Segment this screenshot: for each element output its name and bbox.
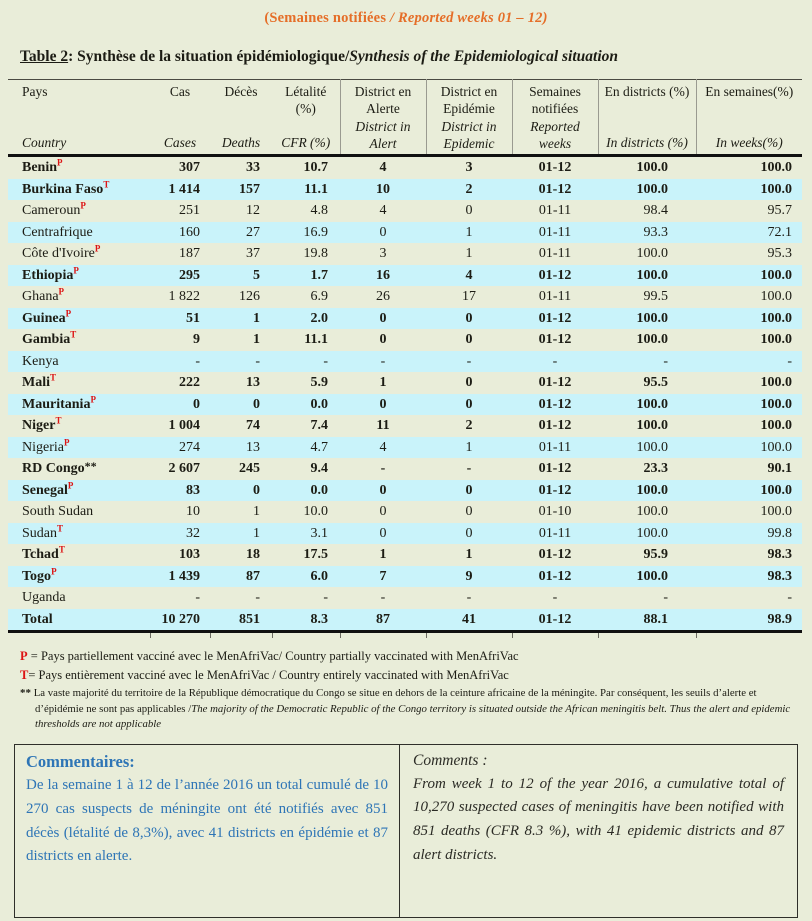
table-row: [8, 243, 802, 265]
cell-deces: 1: [253, 525, 260, 541]
cell-en-semaines: 100.0: [760, 439, 792, 455]
table-row: [8, 222, 802, 244]
cell-deces: 13: [246, 375, 260, 390]
table-row: [8, 351, 802, 373]
column-header-en: In weeks(%): [715, 134, 783, 150]
cell-district-alerte: 7: [379, 568, 387, 584]
comments-english-panel: [400, 745, 797, 917]
cell-en-semaines: 90.1: [767, 461, 792, 476]
country-superscript: P: [51, 565, 57, 576]
cell-deces: 126: [239, 289, 260, 304]
cell-cas: 51: [186, 310, 200, 326]
table-row: [8, 415, 802, 437]
cell-deces: 13: [246, 439, 260, 455]
cell-cas: 2 607: [168, 461, 200, 476]
column-header-district-alerte: [340, 80, 426, 156]
cell-cas: 10: [186, 504, 200, 519]
footnote-1-fr: = Pays partiellement vacciné avec le MenAfriVac/: [27, 649, 286, 663]
cell-en-semaines: -: [787, 353, 792, 369]
cell-district-epidemie: 0: [465, 375, 473, 390]
cell-en-districts: -: [663, 353, 668, 369]
cell-district-alerte: 1: [379, 375, 387, 390]
comments-title-en: Comments :: [413, 752, 488, 770]
comments-box: [14, 744, 798, 918]
cell-district-alerte: 0: [379, 396, 387, 412]
cell-district-alerte: 1: [379, 547, 387, 562]
reported-weeks-note-fr: (Semaines notifiées: [264, 10, 390, 26]
cell-semaines-notifiees: 01-11: [538, 246, 572, 261]
cell-district-epidemie: 4: [465, 267, 473, 283]
cell-en-districts: 100.0: [636, 439, 668, 455]
cell-semaines-notifiees: 01-12: [538, 547, 572, 562]
cell-district-epidemie: 9: [465, 568, 473, 584]
table-row: [8, 437, 802, 459]
cell-semaines-notifiees: 01-12: [538, 181, 572, 197]
cell-semaines-notifiees: 01-12: [538, 482, 572, 498]
country-name: RD Congo**: [22, 459, 97, 476]
cell-en-districts: 100.0: [636, 504, 668, 519]
cell-en-districts: 98.4: [643, 203, 668, 218]
cell-district-alerte: -: [380, 353, 386, 369]
table-row: [8, 265, 802, 287]
cell-cas: 274: [179, 439, 200, 455]
column-header-en-districts: [598, 80, 696, 156]
cell-cas: 0: [193, 396, 200, 412]
cell-district-epidemie: 0: [465, 525, 473, 541]
footnote-1-en: Country partially vaccinated with MenAfriVac: [285, 649, 519, 663]
cell-deces: 245: [239, 461, 260, 476]
cell-deces: 12: [246, 203, 260, 218]
cell-en-semaines: 95.7: [767, 203, 792, 218]
cell-district-alerte: 26: [376, 289, 390, 304]
column-header-cas: [150, 80, 210, 156]
column-header-semaines-notifiees: [512, 80, 598, 156]
column-header-fr: Cas: [169, 84, 191, 99]
country-name: Cameroun$^P$: [22, 200, 86, 218]
cell-en-districts: 100.0: [636, 568, 668, 584]
country-superscript: T: [50, 372, 57, 383]
table-header: [8, 80, 802, 156]
cell-en-semaines: 100.0: [760, 332, 792, 347]
cell-cas: 295: [179, 267, 200, 283]
cell-semaines-notifiees: 01-11: [538, 289, 572, 304]
table-row: [8, 458, 802, 480]
country-name: Burkina Faso$^T$: [22, 178, 110, 197]
footnote-3-fr: La vaste majorité du territoire de la République démocratique du Congo se situe en dehors de la ceinture africaine de la méningite. Par conséquent, les seuils d’alerte et d’épidémie ne sont pas applicables /: [31, 687, 757, 715]
table-title: [20, 48, 812, 66]
comments-french-panel: [15, 745, 400, 917]
cell-en-districts: 93.3: [643, 224, 668, 240]
country-superscript: P: [67, 479, 74, 490]
cell-cas: 9: [193, 332, 200, 347]
cell-letalite: 0.0: [310, 482, 328, 498]
table-title-label: Table 2: [20, 48, 69, 65]
cell-en-semaines: 98.3: [767, 547, 792, 562]
table-row: [8, 523, 802, 545]
cell-semaines-notifiees: 01-11: [538, 525, 572, 541]
reported-weeks-note: [0, 0, 812, 27]
cell-district-alerte: 0: [379, 482, 387, 498]
cell-letalite: 5.9: [310, 375, 328, 390]
cell-semaines-notifiees: 01-12: [538, 418, 572, 433]
footnotes: [20, 647, 798, 732]
cell-district-alerte: 4: [379, 160, 387, 175]
cell-district-alerte: 0: [379, 504, 387, 519]
cell-semaines-notifiees: 01-11: [538, 224, 572, 240]
table-row: [8, 179, 802, 201]
cell-deces: 1: [253, 310, 260, 326]
footnote-entirely-vaccinated: [20, 666, 798, 685]
cell-cas: 83: [186, 482, 200, 498]
country-name: Kenya: [22, 353, 59, 369]
column-header-fr: En semaines(%): [705, 84, 794, 99]
cell-letalite: 2.0: [310, 310, 328, 326]
cell-en-districts: 99.5: [643, 289, 668, 304]
cell-en-districts: 88.1: [598, 609, 696, 632]
cell-deces: -: [255, 590, 260, 605]
country-superscript: T: [70, 329, 77, 340]
cell-letalite: 4.7: [310, 439, 328, 455]
table-row: [8, 501, 802, 523]
cell-letalite: 6.9: [310, 289, 328, 304]
country-superscript: T: [58, 544, 65, 555]
cell-en-semaines: -: [787, 590, 792, 605]
cell-deces: 1: [253, 504, 260, 519]
cell-en-districts: 100.0: [636, 246, 668, 261]
cell-district-alerte: 0: [379, 310, 387, 326]
cell-en-semaines: 72.1: [767, 224, 792, 240]
column-header-letalite: [272, 80, 340, 156]
cell-letalite: -: [323, 353, 328, 369]
cell-district-alerte: -: [380, 590, 386, 605]
cell-letalite: 11.1: [304, 332, 328, 347]
cell-cas: 1 414: [168, 181, 200, 197]
table-body: [8, 156, 802, 632]
comments-title-fr: Commentaires:: [26, 752, 135, 772]
cell-en-semaines: 100.0: [760, 482, 792, 498]
cell-cas: 10 270: [150, 609, 210, 632]
footnote-2-fr: = Pays entièrement vacciné avec le MenAfriVac /: [28, 668, 280, 682]
column-header-en: CFR (%): [281, 134, 331, 150]
column-header-fr: Pays: [22, 84, 48, 99]
table-row: [8, 372, 802, 394]
cell-en-districts: 100.0: [636, 160, 668, 175]
cell-semaines-notifiees: -: [552, 590, 558, 605]
cell-semaines-notifiees: 01-12: [538, 160, 572, 175]
cell-district-alerte: 4: [379, 439, 387, 455]
column-header-en-semaines: [696, 80, 802, 156]
cell-cas: 160: [179, 224, 200, 240]
cell-district-epidemie: 17: [462, 289, 476, 304]
column-header-en: In districts (%): [606, 134, 688, 150]
cell-cas: 222: [179, 375, 200, 390]
country-superscript: P: [80, 200, 86, 211]
cell-cas: -: [195, 590, 200, 605]
cell-deces: 37: [246, 246, 260, 261]
country-superscript: T: [103, 178, 110, 189]
table-row: [8, 544, 802, 566]
cell-cas: 251: [179, 203, 200, 218]
cell-district-alerte: -: [380, 461, 386, 476]
cell-district-epidemie: -: [466, 353, 472, 369]
cell-cas: 1 439: [168, 568, 200, 584]
cell-deces: 1: [253, 332, 260, 347]
country-superscript: P: [73, 264, 79, 275]
cell-en-semaines: 98.3: [767, 568, 792, 584]
cell-district-epidemie: 0: [465, 396, 473, 412]
cell-cas: 307: [179, 160, 200, 175]
comments-body-fr: De la semaine 1 à 12 de l’année 2016 un total cumulé de 10 270 cas suspects de méningite ont été notifiés avec 851 décès (létalité de 8,3%), avec 41 districts en épidémie et 87 districts en alerte.: [26, 777, 388, 865]
column-header-en: Deaths: [221, 134, 261, 150]
cell-district-epidemie: 0: [465, 203, 473, 218]
cell-semaines-notifiees: 01-12: [538, 396, 572, 412]
column-header-fr: En districts (%): [604, 84, 690, 99]
cell-district-epidemie: 0: [465, 482, 473, 498]
cell-deces: -: [255, 353, 260, 369]
column-header-pays: [8, 80, 150, 156]
cell-en-districts: 95.5: [643, 375, 668, 390]
country-superscript: P: [58, 286, 65, 297]
cell-cas: 187: [179, 246, 200, 261]
footnote-2-en: Country entirely vaccinated with MenAfriVac: [279, 668, 509, 682]
cell-letalite: 7.4: [310, 418, 328, 433]
cell-district-epidemie: 3: [465, 160, 473, 175]
cell-deces: 33: [246, 160, 260, 175]
cell-district-alerte: 3: [379, 246, 387, 261]
table-row: [8, 587, 802, 609]
cell-deces: 851: [210, 609, 272, 632]
column-header-district-epidemie: [426, 80, 512, 156]
column-header-fr: District en Epidémie: [440, 84, 498, 117]
country-superscript: P: [94, 243, 101, 254]
cell-en-districts: 100.0: [636, 310, 668, 326]
table-row: [8, 609, 802, 632]
cell-deces: 0: [253, 396, 260, 412]
cell-en-districts: 100.0: [636, 418, 668, 433]
cell-letalite: 9.4: [310, 461, 328, 476]
country-name: Nigeria$^P$: [22, 436, 70, 455]
table-row: [8, 566, 802, 588]
cell-en-semaines: 100.0: [760, 418, 792, 433]
cell-district-epidemie: 0: [465, 310, 473, 326]
cell-semaines-notifiees: -: [552, 353, 558, 369]
cell-deces: 27: [246, 224, 260, 240]
country-superscript: **: [84, 459, 97, 473]
country-name: Côte d'Ivoire$^P$: [22, 243, 101, 261]
table-row: [8, 200, 802, 222]
country-name: South Sudan: [22, 504, 94, 519]
country-name: Togo$^P$: [22, 565, 57, 584]
footnote-3-en: The majority of the Democratic Republic of the Congo territory is situated outside the African meningitis belt. Thus the alert and epidemic thresholds are not applicable: [35, 702, 791, 730]
cell-semaines-notifiees: 01-12: [512, 609, 598, 632]
table-header-row: [8, 80, 802, 156]
footnote-rd-congo: [20, 686, 798, 732]
country-name: Ghana$^P$: [22, 286, 65, 304]
country-superscript: P: [65, 307, 72, 318]
cell-letalite: 10.0: [303, 504, 328, 519]
cell-deces: 74: [246, 418, 260, 433]
cell-letalite: 4.8: [310, 203, 328, 218]
cell-semaines-notifiees: 01-12: [538, 267, 572, 283]
country-name: Mauritania$^P$: [22, 393, 96, 412]
cell-en-semaines: 99.8: [767, 525, 792, 541]
cell-semaines-notifiees: 01-12: [538, 568, 572, 584]
column-header-fr: Décès: [224, 84, 258, 99]
cell-district-epidemie: -: [466, 461, 472, 476]
cell-deces: 5: [253, 267, 260, 283]
country-name: Mali$^T$: [22, 372, 57, 390]
cell-letalite: 10.7: [303, 160, 328, 175]
country-name: Senegal$^P$: [22, 479, 74, 498]
cell-cas: 103: [179, 547, 200, 562]
cell-en-districts: 100.0: [636, 396, 668, 412]
cell-district-epidemie: 0: [465, 504, 473, 519]
country-name: Uganda: [22, 590, 66, 605]
cell-semaines-notifiees: 01-12: [538, 310, 572, 326]
cell-district-epidemie: 2: [465, 418, 473, 433]
country-superscript: T: [57, 522, 64, 533]
cell-en-semaines: 100.0: [760, 181, 792, 197]
cell-district-alerte: 0: [379, 224, 387, 240]
country-name: Gambia$^T$: [22, 329, 77, 347]
footnote-marker-t: T: [20, 668, 29, 682]
footnote-marker-p: P: [20, 649, 28, 663]
column-header-en: District in Epidemic: [441, 118, 497, 151]
reported-weeks-note-en: / Reported weeks 01 – 12): [389, 10, 548, 26]
cell-district-alerte: 10: [376, 181, 390, 197]
cell-en-semaines: 100.0: [760, 375, 792, 390]
cell-district-alerte: 16: [376, 267, 390, 283]
cell-en-semaines: 100.0: [760, 289, 792, 304]
comments-body-en: From week 1 to 12 of the year 2016, a cumulative total of 10,270 suspected cases of meningitis have been notified with 851 deaths (CFR 8.3 %), with 41 epidemic districts and 87 alert districts.: [413, 775, 784, 863]
cell-district-epidemie: 1: [465, 246, 473, 261]
cell-semaines-notifiees: 01-11: [538, 439, 572, 455]
cell-cas: 32: [186, 525, 200, 541]
cell-letalite: -: [323, 590, 328, 605]
cell-district-epidemie: 0: [465, 332, 473, 347]
column-header-fr: Semaines notifiées: [529, 84, 581, 117]
column-header-deces: [210, 80, 272, 156]
cell-letalite: 6.0: [310, 568, 328, 584]
cell-letalite: 0.0: [310, 396, 328, 412]
cell-semaines-notifiees: 01-12: [538, 332, 572, 347]
cell-en-districts: 100.0: [636, 267, 668, 283]
cell-deces: 87: [246, 568, 260, 584]
cell-en-semaines: 100.0: [760, 160, 792, 175]
cell-letalite: 8.3: [272, 609, 340, 632]
column-header-en: Country: [22, 134, 67, 150]
column-tick-marks: [8, 633, 802, 639]
table-title-en: Synthesis of the Epidemiological situation: [349, 48, 618, 65]
country-superscript: P: [90, 393, 96, 404]
country-superscript: T: [55, 415, 62, 426]
country-superscript: P: [57, 157, 63, 168]
country-name: Tchad$^T$: [22, 544, 65, 562]
cell-en-districts: -: [663, 590, 668, 605]
country-name: Guinea$^P$: [22, 307, 72, 326]
footnote-marker-asterisks: **: [20, 687, 31, 699]
cell-district-epidemie: 1: [465, 439, 473, 455]
cell-semaines-notifiees: 01-12: [538, 461, 572, 476]
cell-district-epidemie: 41: [426, 609, 512, 632]
cell-letalite: 16.9: [303, 224, 328, 240]
country-superscript: P: [63, 436, 70, 447]
table-row: [8, 286, 802, 308]
cell-en-districts: 95.9: [643, 547, 668, 562]
cell-deces: 0: [253, 482, 260, 498]
country-name: Sudan$^T$: [22, 522, 64, 541]
country-name: Ethiopia$^P$: [22, 264, 79, 283]
table-row: [8, 156, 802, 179]
epidemiological-table: [8, 79, 802, 633]
table-row: [8, 308, 802, 330]
cell-en-districts: 100.0: [636, 525, 668, 541]
table-row: [8, 329, 802, 351]
cell-cas: -: [195, 353, 200, 369]
country-name: Total: [8, 609, 150, 632]
column-header-fr: Létalité (%): [285, 84, 327, 117]
cell-district-epidemie: 1: [465, 547, 473, 562]
cell-en-districts: 100.0: [636, 332, 668, 347]
cell-district-alerte: 0: [379, 525, 387, 541]
cell-district-epidemie: 2: [465, 181, 473, 197]
cell-en-semaines: 95.3: [767, 246, 792, 261]
cell-district-alerte: 4: [379, 203, 387, 218]
cell-letalite: 19.8: [303, 246, 328, 261]
cell-cas: 1 822: [168, 289, 200, 304]
cell-en-semaines: 98.9: [696, 609, 802, 632]
cell-semaines-notifiees: 01-12: [538, 375, 572, 390]
cell-letalite: 17.5: [303, 547, 328, 562]
column-header-en: Reported weeks: [530, 118, 580, 151]
country-name: Centrafrique: [22, 224, 93, 240]
cell-deces: 157: [239, 181, 260, 197]
cell-en-districts: 100.0: [636, 181, 668, 197]
footnote-partially-vaccinated: [20, 647, 798, 666]
cell-district-alerte: 11: [376, 418, 390, 433]
cell-district-epidemie: -: [466, 590, 472, 605]
cell-district-epidemie: 1: [465, 224, 473, 240]
cell-semaines-notifiees: 01-10: [538, 504, 572, 519]
cell-district-alerte: 87: [340, 609, 426, 632]
table-row: [8, 480, 802, 502]
cell-en-districts: 23.3: [643, 461, 668, 476]
cell-cas: 1 004: [168, 418, 200, 433]
cell-en-semaines: 100.0: [760, 267, 792, 283]
cell-letalite: 1.7: [310, 267, 328, 283]
country-name: Benin$^P$: [22, 157, 63, 175]
cell-en-semaines: 100.0: [760, 310, 792, 326]
cell-letalite: 3.1: [310, 525, 328, 541]
table-title-fr: : Synthèse de la situation épidémiologique/: [68, 48, 350, 65]
cell-semaines-notifiees: 01-11: [538, 203, 572, 218]
cell-letalite: 11.1: [304, 181, 328, 197]
cell-deces: 18: [246, 547, 260, 562]
cell-district-alerte: 0: [379, 332, 387, 347]
column-header-fr: District en Alerte: [354, 84, 412, 117]
column-header-en: Cases: [163, 134, 197, 150]
cell-en-semaines: 100.0: [760, 504, 792, 519]
column-header-en: District in Alert: [355, 118, 411, 151]
country-name: Niger$^T$: [22, 415, 62, 433]
cell-en-districts: 100.0: [636, 482, 668, 498]
table-row: [8, 394, 802, 416]
cell-en-semaines: 100.0: [760, 396, 792, 412]
